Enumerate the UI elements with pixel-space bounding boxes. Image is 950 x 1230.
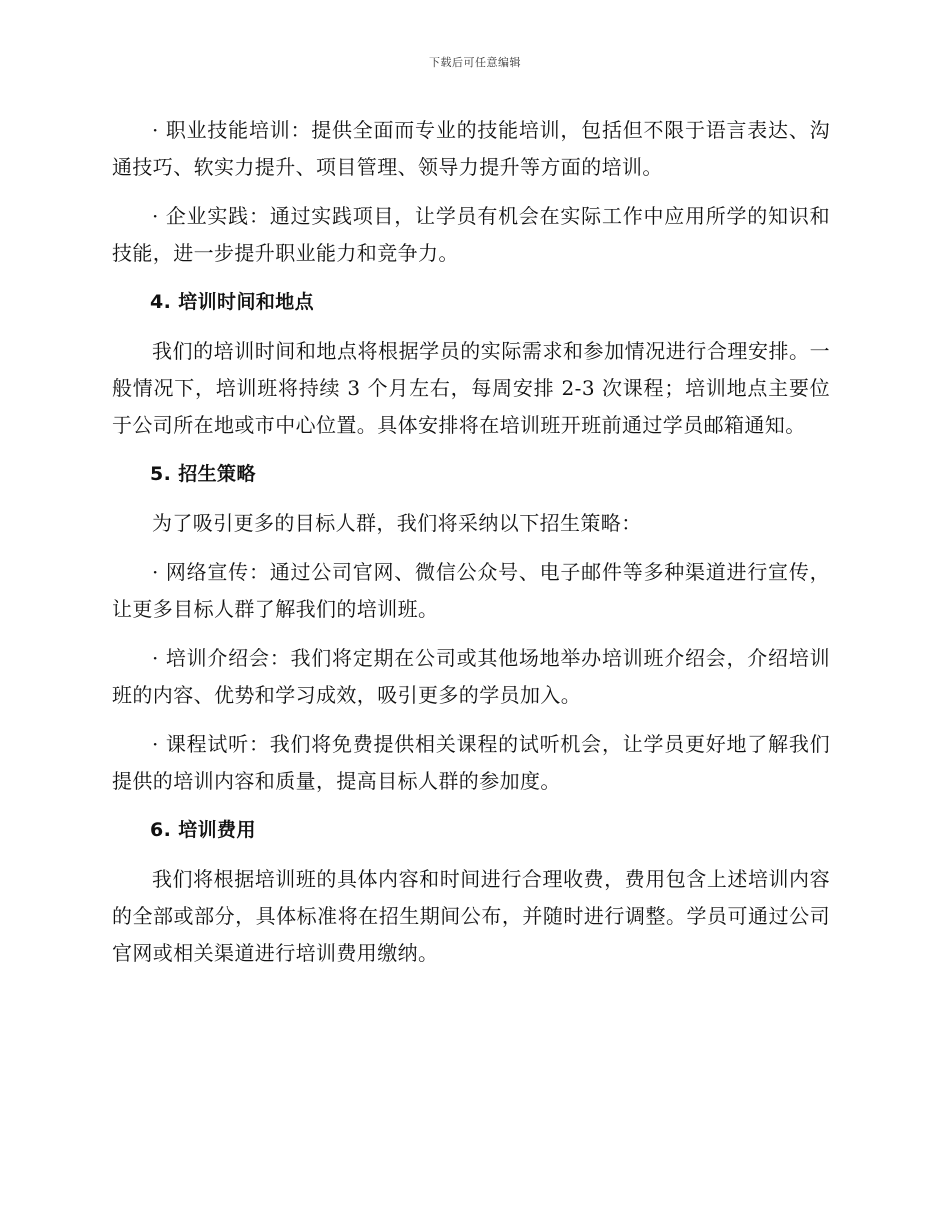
- paragraph-schedule: 我们的培训时间和地点将根据学员的实际需求和参加情况进行合理安排。一般情况下，培训班将持续 3 个月左右，每周安排 2-3 次课程；培训地点主要位于公司所在地或市中心位置。具体安排将在培训班开班前通过学员邮箱通知。: [112, 339, 830, 437]
- section-heading-fees: 6. 培训费用: [150, 819, 256, 841]
- document-body: [112, 112, 830, 984]
- bullet-enterprise-practice: · 企业实践：通过实践项目，让学员有机会在实际工作中应用所学的知识和技能，进一步提升职业能力和竞争力。: [112, 204, 830, 265]
- section-heading-enrollment: 5. 招生策略: [150, 463, 256, 485]
- bullet-info-session: · 培训介绍会：我们将定期在公司或其他场地举办培训班介绍会，介绍培训班的内容、优势和学习成效，吸引更多的学员加入。: [112, 646, 830, 707]
- bullet-online-promotion: · 网络宣传：通过公司官网、微信公众号、电子邮件等多种渠道进行宣传，让更多目标人群了解我们的培训班。: [112, 560, 830, 621]
- bullet-trial-class: · 课程试听：我们将免费提供相关课程的试听机会，让学员更好地了解我们提供的培训内容和质量，提高目标人群的参加度。: [112, 732, 830, 793]
- bullet-vocational-skills: · 职业技能培训：提供全面而专业的技能培训，包括但不限于语言表达、沟通技巧、软实力提升、项目管理、领导力提升等方面的培训。: [112, 118, 830, 179]
- section-heading-schedule: 4. 培训时间和地点: [150, 291, 315, 313]
- paragraph-fees: 我们将根据培训班的具体内容和时间进行合理收费，费用包含上述培训内容的全部或部分，具体标准将在招生期间公布，并随时进行调整。学员可通过公司官网或相关渠道进行培训费用缴纳。: [112, 867, 830, 965]
- paragraph-enrollment-intro: 为了吸引更多的目标人群，我们将采纳以下招生策略：: [152, 511, 642, 535]
- page-header-note: 下载后可任意编辑: [429, 56, 521, 69]
